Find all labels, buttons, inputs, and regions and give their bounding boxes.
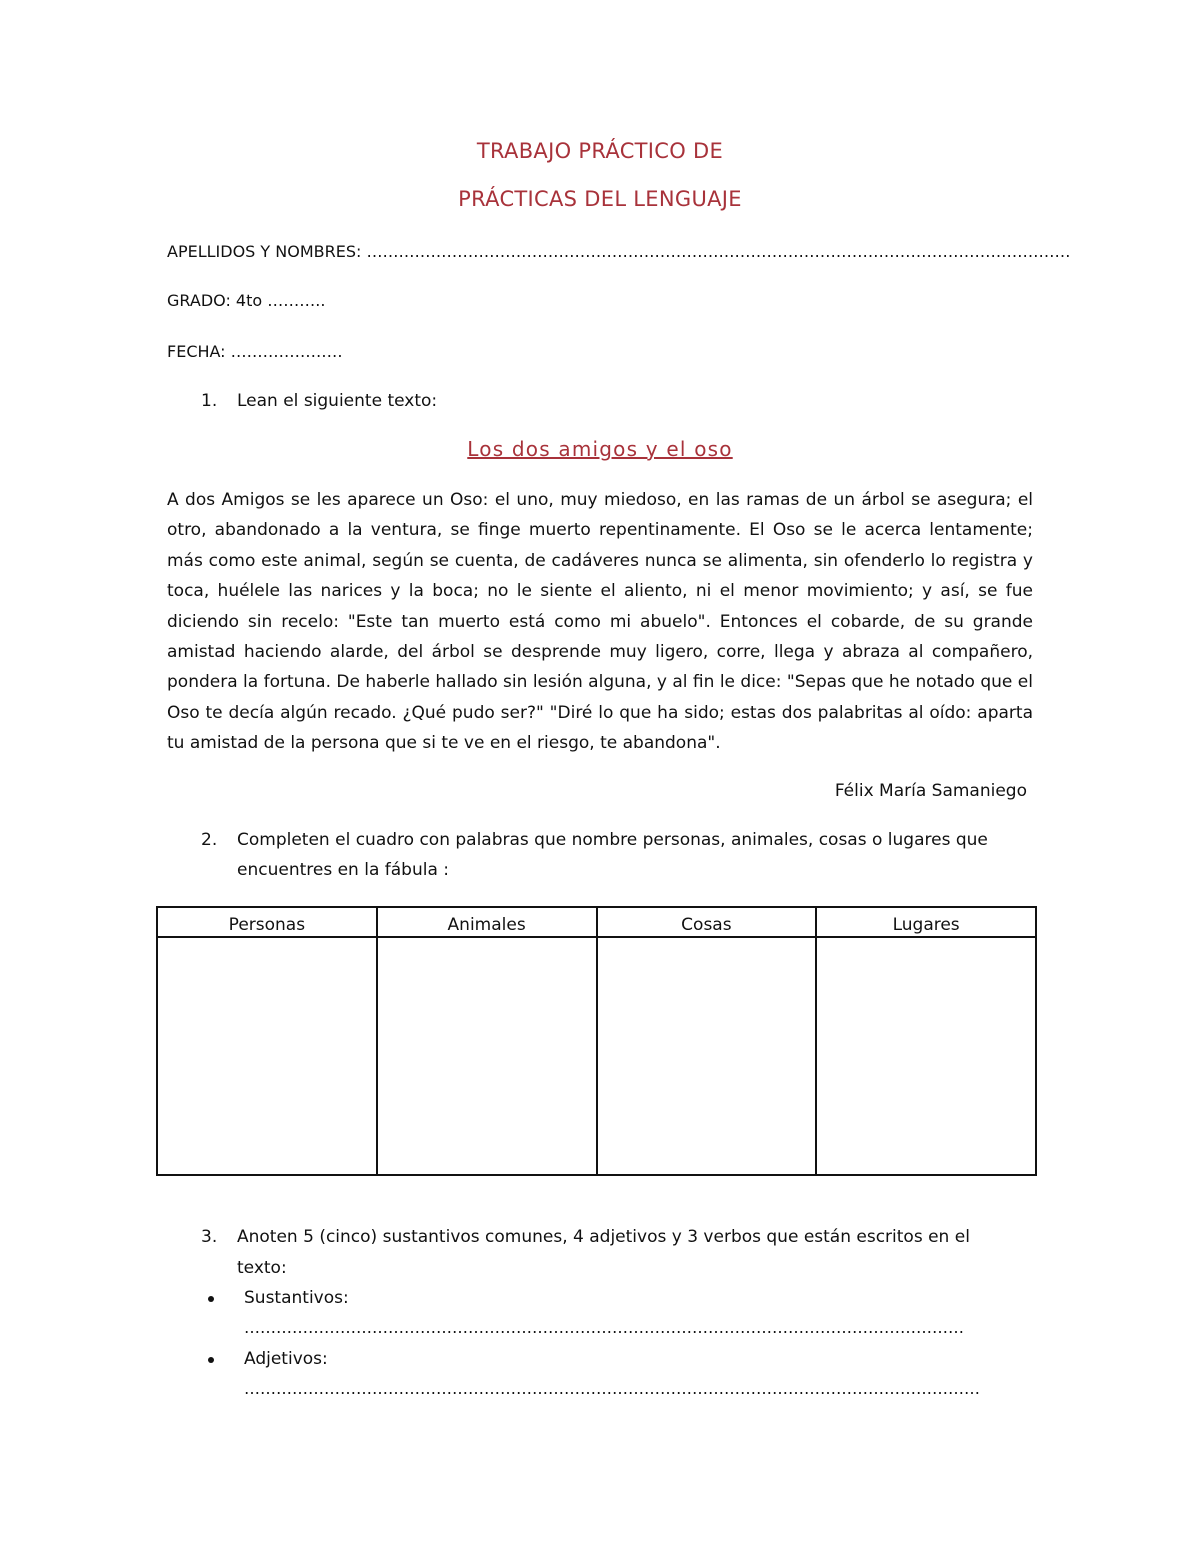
question-3-number: 3. <box>201 1227 218 1247</box>
bullet-icon <box>208 1296 214 1302</box>
adjectives-label: Adjetivos: <box>244 1349 328 1369</box>
question-2-number: 2. <box>201 830 218 850</box>
column-header-lugares: Lugares <box>816 907 1036 937</box>
animales-cell[interactable] <box>377 937 597 1175</box>
question-3-line1: Anoten 5 (cinco) sustantivos comunes, 4 adjetivos y 3 verbos que están escritos en el <box>237 1227 970 1247</box>
table-header-row <box>157 907 1036 937</box>
column-header-animales: Animales <box>377 907 597 937</box>
date-field: FECHA: ………………… <box>167 342 343 361</box>
story-title: Los dos amigos y el oso <box>467 437 733 461</box>
nouns-label: Sustantivos: <box>244 1288 349 1308</box>
adjectives-blank: ………………………………………………………………………………………………………………………… <box>244 1379 980 1398</box>
question-2-line2: encuentres en la fábula : <box>237 860 450 880</box>
story-text: A dos Amigos se les aparece un Oso: el uno, muy miedoso, en las ramas de un árbol se asegura; el otro, abandonado a la ventura, se finge muerto repentinamente. El Oso se le acerca lentamente; más como este animal, según se cuenta, de cadáveres nunca se alimenta, sin ofenderlo lo registra y toca, huélele las narices y la boca; no le siente el aliento, ni el menor movimiento; y así, se fue diciendo sin recelo: "Este tan muerto está como mi abuelo". Entonces el cobarde, de su grande amistad haciendo alarde, del árbol se desprende muy ligero, corre, llega y abraza al compañero, pondera la fortuna. De haberle hallado sin lesión alguna, y al fin le dice: "Sepas que he notado que el Oso te decía algún recado. ¿Qué pudo ser?" "Diré lo que ha sido; estas dos palabritas al oído: aparta tu amistad de la persona que si te ve en el riesgo, te abandona". <box>167 490 1033 754</box>
grade-field: GRADO: 4to ……….. <box>167 291 326 310</box>
question-1-number: 1. <box>201 391 218 411</box>
question-2-line1: Completen el cuadro con palabras que nombre personas, animales, cosas o lugares que <box>237 830 988 850</box>
nouns-blank: ……………………………………………………………………………………………………………………… <box>244 1318 964 1337</box>
name-field: APELLIDOS Y NOMBRES: …………………………………………………………………………………………………………………… <box>167 242 1071 261</box>
question-1-text: Lean el siguiente texto: <box>237 391 438 411</box>
worksheet-title-line2: PRÁCTICAS DEL LENGUAJE <box>458 187 742 211</box>
column-header-cosas: Cosas <box>597 907 817 937</box>
worksheet-title-line1: TRABAJO PRÁCTICO DE <box>476 139 724 163</box>
bullet-icon <box>208 1357 214 1363</box>
cosas-cell[interactable] <box>597 937 817 1175</box>
personas-cell[interactable] <box>157 937 377 1175</box>
word-classification-table <box>156 906 1037 1176</box>
column-header-personas: Personas <box>157 907 377 937</box>
lugares-cell[interactable] <box>816 937 1036 1175</box>
story-author: Félix María Samaniego <box>834 781 1027 801</box>
question-3-line2: texto: <box>237 1258 287 1278</box>
table-row <box>157 937 1036 1175</box>
